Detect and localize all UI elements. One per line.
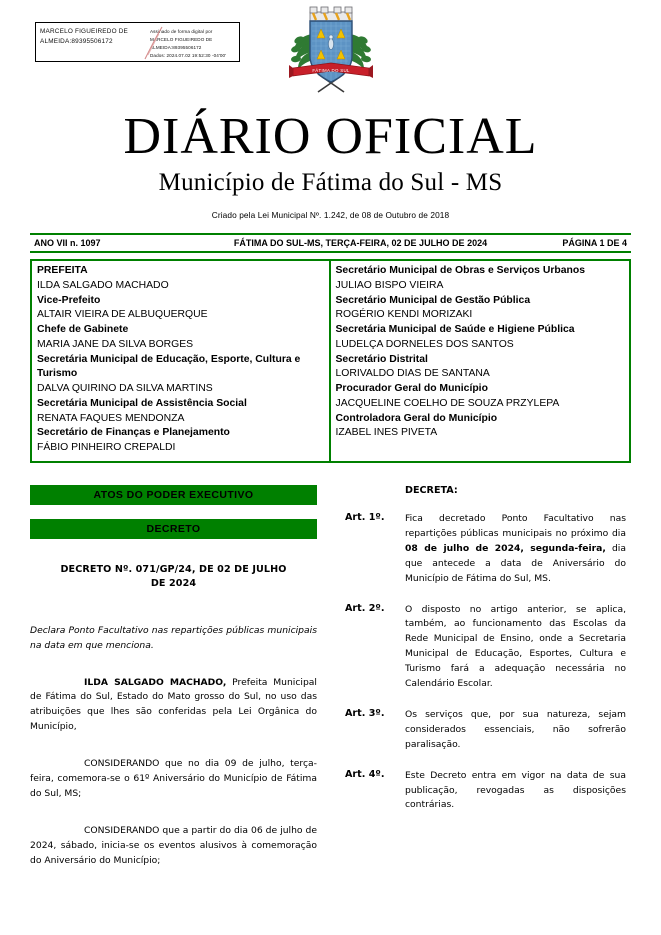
officials-column-right <box>331 261 630 461</box>
article-label: Art. 4º. <box>345 768 385 780</box>
article-label: Art. 2º. <box>345 602 385 614</box>
newspaper-title: DIÁRIO OFICIAL <box>123 108 538 165</box>
official-role: Secretário de Finanças e Planejamento <box>37 427 230 439</box>
article-item <box>339 708 626 753</box>
signature-details <box>144 23 239 61</box>
svg-text:FÁTIMA DO SUL: FÁTIMA DO SUL <box>311 68 350 74</box>
section-header-decreto: DECRETO <box>30 519 317 539</box>
considerando-2-text: CONSIDERANDO que a partir do dia 06 de julho de 2024, sábado, inicia-se os eventos alusivos à comemoração do Aniversário do Município; <box>30 824 317 866</box>
article-item <box>339 512 626 587</box>
article-label: Art. 3º. <box>345 707 385 719</box>
considerando-1-text: CONSIDERANDO que no dia 09 de julho, terça-feira, comemora-se o 61º Aniversário do Município de Fátima do Sul, MS; <box>30 758 317 800</box>
official-role: Procurador Geral do Município <box>335 383 488 395</box>
page-indicator: PÁGINA 1 DE 4 <box>562 238 627 249</box>
official-role: Secretária Municipal de Saúde e Higiene Pública <box>335 324 575 336</box>
issue-year-number: ANO VII n. 1097 <box>34 238 101 249</box>
article-text-before: Este Decreto entra em vigor na data de sua publicação, revogadas as disposições contrárias. <box>405 769 626 811</box>
official-name: ILDA SALGADO MACHADO <box>37 279 169 291</box>
official-name: ROGÉRIO KENDI MORIZAKI <box>335 309 473 321</box>
official-role: Secretária Municipal de Assistência Social <box>37 397 247 409</box>
masthead-area <box>30 0 631 108</box>
preamble-mayor-name: ILDA SALGADO MACHADO, <box>84 676 227 688</box>
article-text <box>405 769 626 814</box>
signature-detail-line3: ALMEIDA:89395506172 <box>150 45 202 51</box>
official-name: DALVA QUIRINO DA SILVA MARTINS <box>37 383 213 395</box>
article-item <box>339 769 626 814</box>
official-name: LORIVALDO DIAS DE SANTANA <box>335 368 490 380</box>
official-role: Secretária Municipal de Educação, Esporte, Cultura e Turismo <box>37 353 301 380</box>
officials-column-left <box>32 261 331 461</box>
official-name: RENATA FAQUES MENDONZA <box>37 412 185 424</box>
article-text-after: dia que antecede a data de Aniversário do Município de Fátima do Sul, MS. <box>405 542 626 584</box>
issue-place-date: FÁTIMA DO SUL-MS, TERÇA-FEIRA, 02 DE JULHO DE 2024 <box>233 238 488 249</box>
officials-box <box>30 259 631 463</box>
section-header-atos: ATOS DO PODER EXECUTIVO <box>30 485 317 505</box>
decreta-label: DECRETA: <box>405 484 458 496</box>
signature-subject-line1: MARCELO FIGUEIREDO DE <box>40 28 128 35</box>
coat-of-arms-icon <box>285 4 377 104</box>
decree-number-title: DECRETO Nº. 071/GP/24, DE 02 DE JULHO DE 2024 <box>60 563 287 590</box>
signature-subject <box>36 23 144 61</box>
official-name: JACQUELINE COELHO DE SOUZA PRZYLEPA <box>335 397 560 409</box>
article-text <box>405 512 626 587</box>
official-role: Secretário Distrital <box>335 353 428 365</box>
official-name: IZABEL INES PIVETA <box>335 427 438 439</box>
article-item <box>339 603 626 692</box>
newspaper-subtitle: Município de Fátima do Sul - MS <box>158 169 503 197</box>
signature-subject-line2: ALMEIDA:89395506172 <box>40 37 113 45</box>
official-role: Secretário Municipal de Gestão Pública <box>335 294 531 306</box>
issue-info-bar <box>30 233 631 253</box>
preamble-text: Prefeita Municipal de Fátima do Sul, Estado do Mato grosso do Sul, no uso das atribuições que lhes são conferidas pela Lei Orgânica do Município, <box>30 676 317 733</box>
article-label: Art. 1º. <box>345 511 385 523</box>
official-name: JULIAO BISPO VIEIRA <box>335 279 444 291</box>
official-name: LUDELÇA DORNELES DOS SANTOS <box>335 338 514 350</box>
signature-detail-line1: Assinado de forma digital por <box>150 29 213 34</box>
official-name: MARIA JANE DA SILVA BORGES <box>37 338 194 350</box>
article-text <box>405 708 626 753</box>
considerando-1 <box>30 757 317 802</box>
official-name: FÁBIO PINHEIRO CREPALDI <box>37 442 176 454</box>
official-name: ALTAIR VIEIRA DE ALBUQUERQUE <box>37 309 208 321</box>
article-text-before: Os serviços que, por sua natureza, sejam considerados essenciais, não sofrerão paralisação. <box>405 708 626 750</box>
article-text-emphasis: 08 de julho de 2024, segunda-feira, <box>405 542 606 554</box>
article-text-before: Fica decretado Ponto Facultativo nas repartições públicas municipais no próximo dia <box>405 512 626 539</box>
article-text <box>405 603 626 692</box>
decree-summary: Declara Ponto Facultativo nas repartições públicas municipais na data em que menciona. <box>30 624 317 651</box>
official-role: Chefe de Gabinete <box>37 324 129 336</box>
article-text-before: O disposto no artigo anterior, se aplica, também, ao funcionamento das Escolas da Rede Municipal de Ensino, onde a Secretaria Municipal de Educação, Esportes, Cultura e Turismo fará a adequação necessária no Calendário Escolar. <box>405 603 626 690</box>
official-role: Controladora Geral do Município <box>335 412 498 424</box>
official-role: Vice-Prefeito <box>37 294 101 306</box>
signature-detail-line2: MARCELO FIGUEIREDO DE <box>150 37 213 43</box>
body-column-right <box>339 485 626 869</box>
decree-preamble <box>30 676 317 736</box>
official-role: PREFEITA <box>37 265 88 277</box>
creation-law-line: Criado pela Lei Municipal Nº. 1.242, de 08 de Outubro de 2018 <box>211 210 450 221</box>
official-role: Secretário Municipal de Obras e Serviços Urbanos <box>335 265 585 277</box>
digital-signature-box <box>35 22 240 62</box>
body-columns <box>30 485 631 869</box>
considerando-2 <box>30 824 317 869</box>
signature-detail-line4: Dados: 2024.07.02 19:52:30 -04'00' <box>150 53 227 59</box>
body-column-left <box>30 485 317 869</box>
